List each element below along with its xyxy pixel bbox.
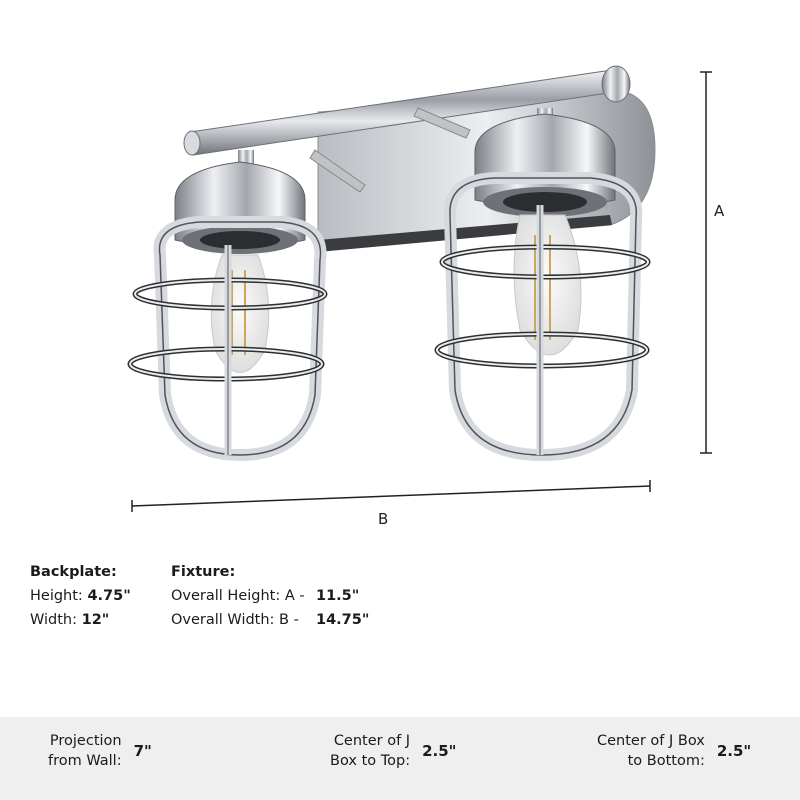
jbox-top-label-line2: Box to Top:: [330, 753, 411, 769]
jbox-top-value: 2.5": [422, 742, 457, 760]
fixture-width-row: [171, 608, 369, 632]
jbox-top-label-line1: Center of J: [333, 733, 411, 749]
projection-label-line1: Projection: [49, 733, 122, 749]
jbox-top-spec: [330, 731, 456, 771]
backplate-height-label: Height:: [30, 588, 83, 604]
jbox-bottom-spec: [597, 731, 751, 771]
projection-label: [48, 731, 122, 771]
fixture-width-value: 14.75": [316, 612, 370, 628]
jbox-bottom-label-line2: to Bottom:: [627, 753, 705, 769]
fixture-title: Fixture:: [171, 564, 236, 580]
fixture-height-label: Overall Height: A -: [171, 588, 305, 604]
backplate-width-label: Width:: [30, 612, 78, 628]
dimension-label-a: A: [714, 202, 725, 220]
projection-spec: [48, 731, 152, 771]
backplate-title: Backplate:: [30, 564, 117, 580]
dimension-label-b: B: [378, 510, 389, 528]
backplate-height-value: 4.75": [87, 588, 131, 604]
backplate-height-row: [30, 584, 131, 608]
jbox-bottom-label: [597, 731, 705, 771]
left-lamp: [130, 150, 325, 455]
backplate-width-value: 12": [81, 612, 110, 628]
footer-specs-band: [0, 717, 800, 800]
dimension-line-b: [132, 480, 650, 512]
jbox-bottom-label-line1: Center of J Box: [597, 733, 705, 749]
fixture-height-value: 11.5": [316, 588, 360, 604]
projection-value: 7": [133, 742, 152, 760]
backplate-specs: [30, 560, 131, 632]
fixture-specs: [171, 560, 369, 632]
backplate-width-row: [30, 608, 131, 632]
jbox-top-label: [330, 731, 410, 771]
projection-label-line2: from Wall:: [48, 753, 122, 769]
fixture-width-label: Overall Width: B -: [171, 612, 299, 628]
jbox-bottom-value: 2.5": [716, 742, 752, 760]
dimension-line-a: [700, 72, 712, 453]
fixture-height-row: [171, 584, 369, 608]
